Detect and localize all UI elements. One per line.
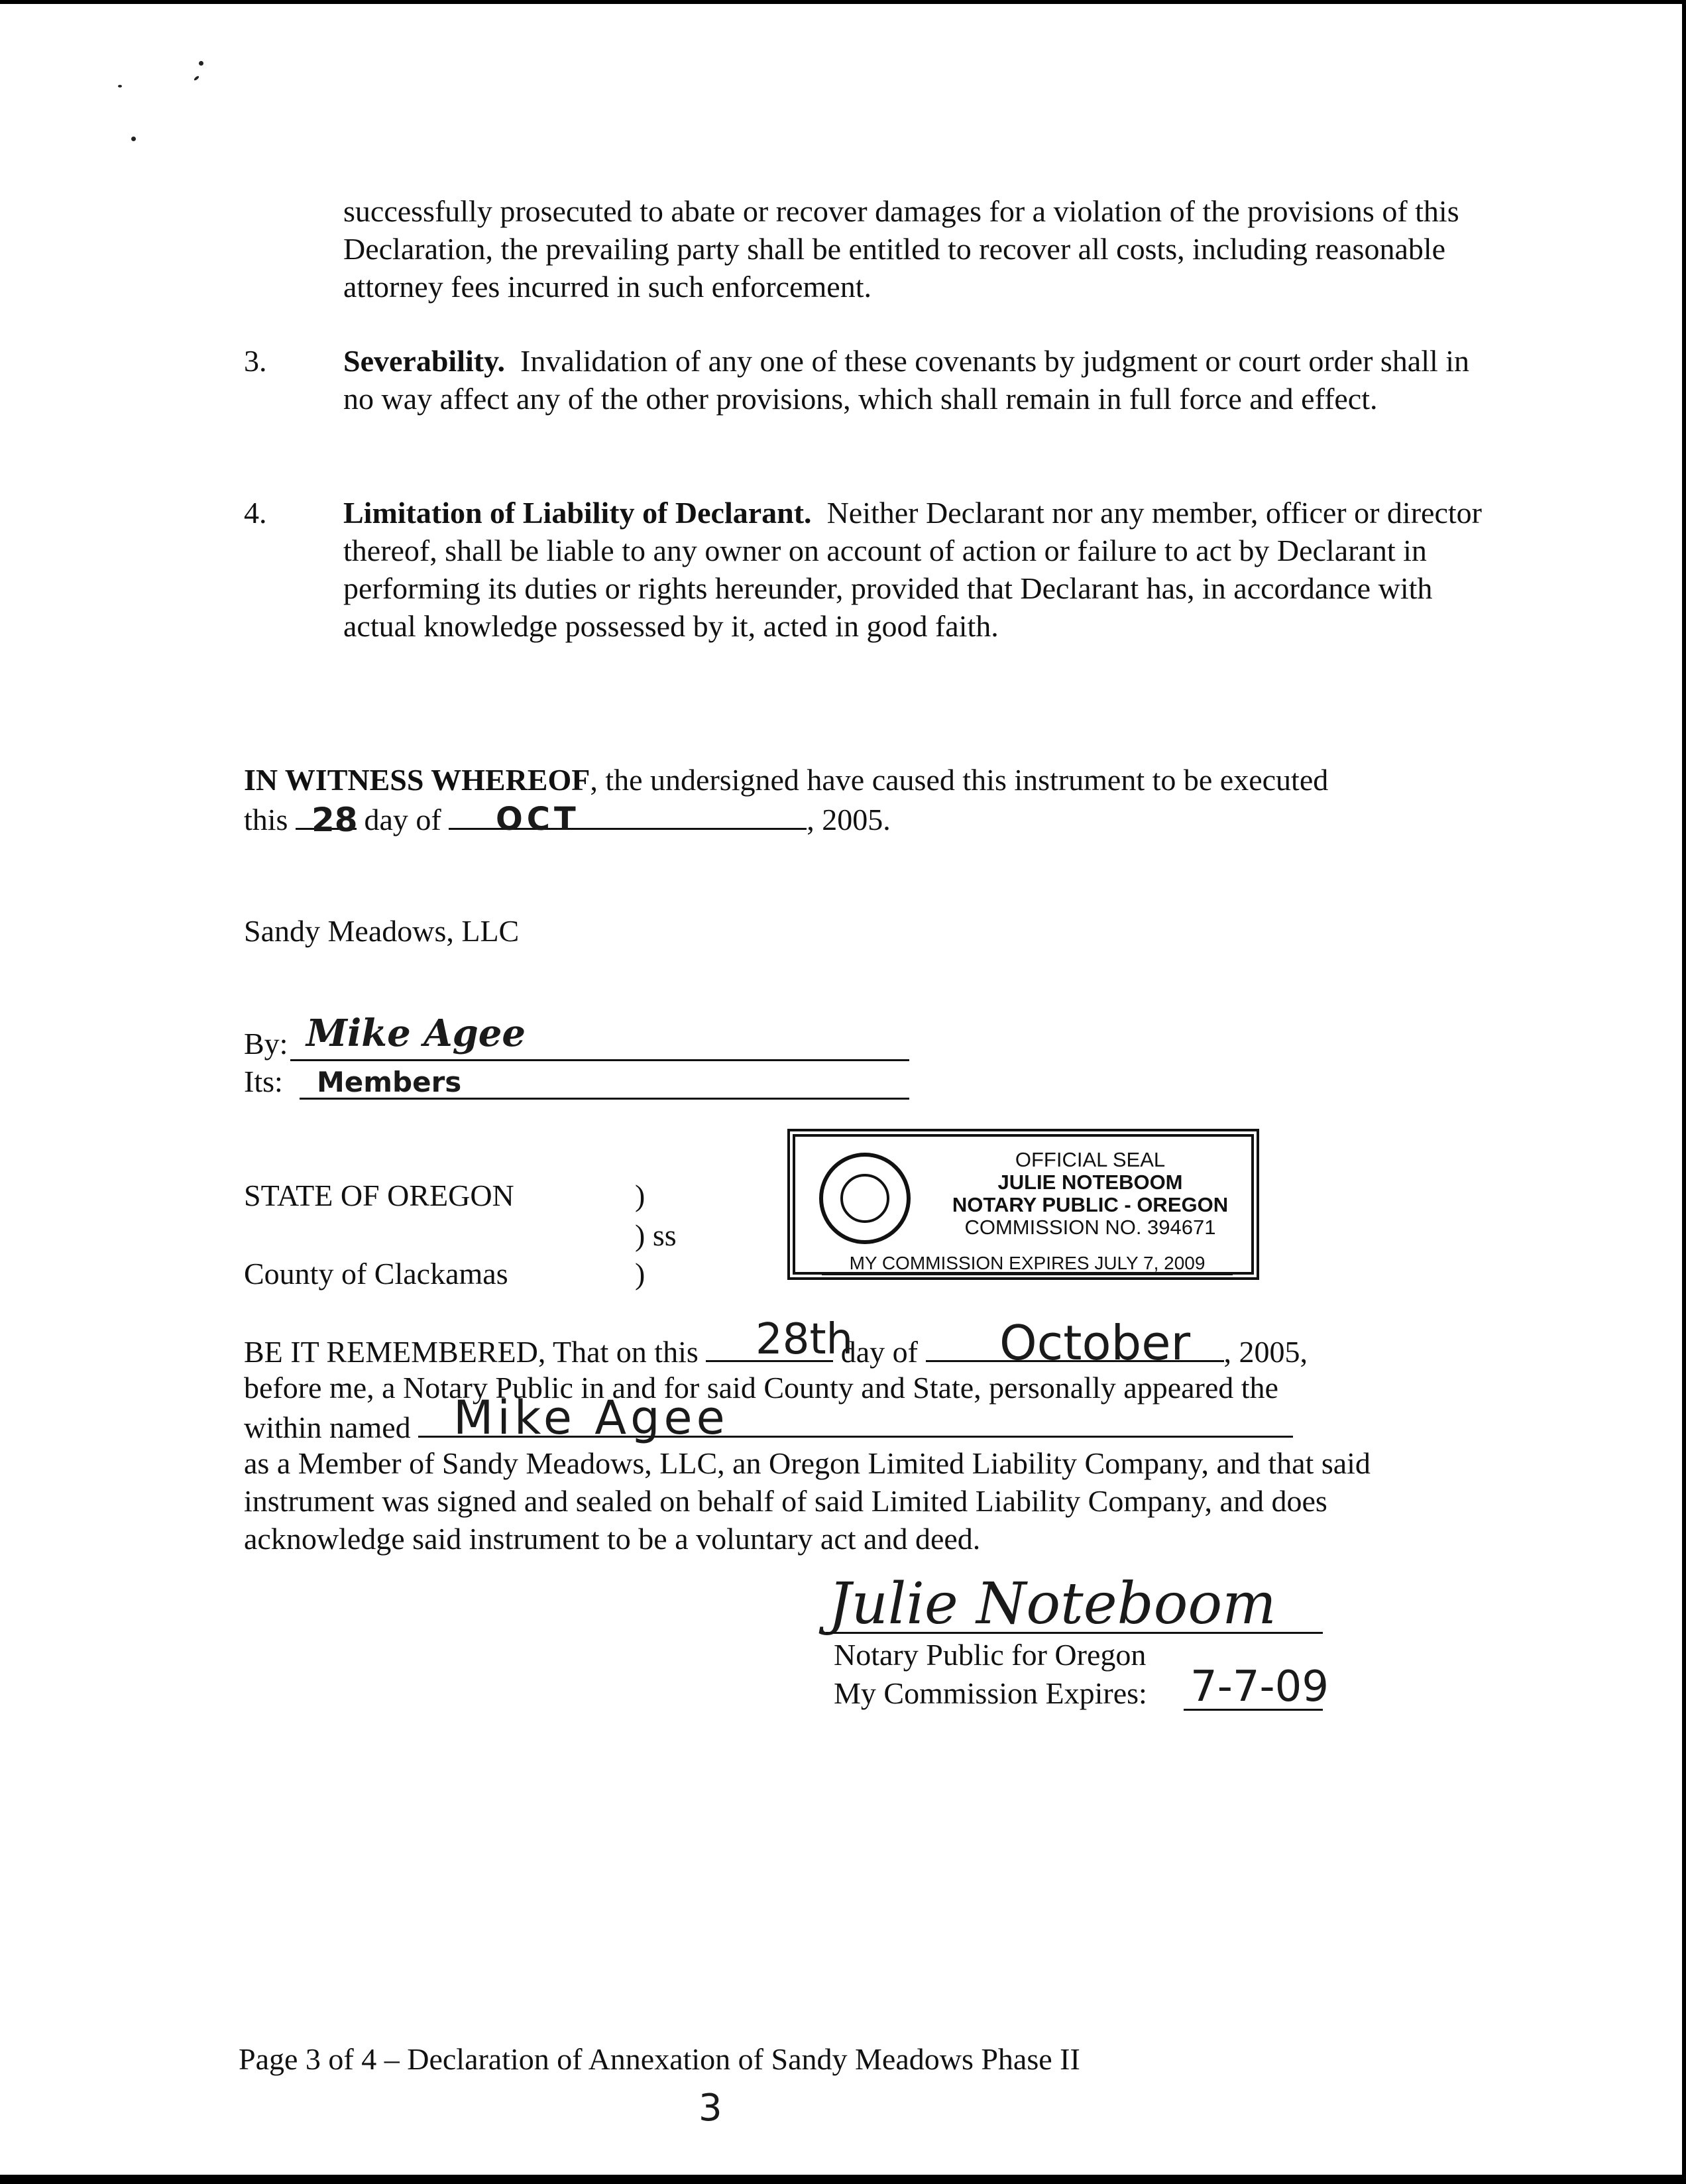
- ack-name-handwritten: Mike Agee: [453, 1391, 729, 1445]
- notary-signature-line: [826, 1632, 1323, 1634]
- witness-line1-rest: , the undersigned have caused this instrument to be executed: [590, 763, 1329, 797]
- seal-line-4: COMMISSION NO. 394671: [964, 1216, 1216, 1239]
- ack-day-of: day of: [840, 1335, 919, 1369]
- scan-speck: [194, 76, 199, 82]
- by-label: By:: [244, 1027, 288, 1061]
- section-3-number: 3.: [244, 344, 267, 378]
- venue-state: STATE OF OREGON: [244, 1178, 514, 1212]
- its-label: Its:: [244, 1064, 283, 1098]
- continued-paragraph: successfully prosecuted to abate or recover damages for a violation of the provisions of this Declaration, the prevailing party shall be entitled to recover all costs, including reasonable attorney fees incurred in such enforcement.: [343, 194, 1459, 304]
- company-name: Sandy Meadows, LLC: [244, 914, 520, 948]
- witness-day-handwritten: 28: [311, 801, 358, 839]
- witness-day-of: day of: [364, 803, 441, 836]
- witness-year: , 2005.: [807, 803, 891, 836]
- notary-signature: Julie Noteboom: [828, 1571, 1276, 1637]
- notary-expires-label: My Commission Expires:: [834, 1676, 1147, 1710]
- ack-rest: as a Member of Sandy Meadows, LLC, an Oregon Limited Liability Company, and that said instrument was signed and sealed on behalf of said Limited Liability Company, and does acknowledge said instrument to be a voluntary act and deed.: [244, 1446, 1371, 1556]
- scan-speck: [118, 85, 122, 87]
- scan-border-bottom: [0, 2175, 1686, 2184]
- venue-ss: ) ss: [635, 1218, 677, 1252]
- section-4-heading: Limitation of Liability of Declarant.: [343, 496, 812, 530]
- venue-paren-3: ): [635, 1257, 646, 1291]
- witness-lead: IN WITNESS WHEREOF: [244, 763, 590, 797]
- page-footer: Page 3 of 4 – Declaration of Annexation of Sandy Meadows Phase II: [239, 2042, 1080, 2076]
- by-signature-line: [290, 1059, 909, 1061]
- ack-day-handwritten: 28th: [756, 1315, 854, 1364]
- oregon-seal-inner-ring: [840, 1174, 889, 1223]
- seal-line-3: NOTARY PUBLIC - OREGON: [952, 1193, 1229, 1216]
- ack-line-2: before me, a Notary Public in and for said County and State, personally appeared the: [244, 1371, 1278, 1405]
- section-3-body: Invalidation of any one of these covenants by judgment or court order shall in no way affect any of the other provisions, which shall remain in full force and effect.: [343, 344, 1470, 416]
- section-3-heading: Severability.: [343, 344, 506, 378]
- section-4: [343, 494, 1483, 645]
- its-value: Members: [317, 1066, 462, 1098]
- section-4-body: Neither Declarant nor any member, officer or director thereof, shall be liable to any owner on account of action or failure to act by Declarant in performing its duties or rights hereunder, provided that Declarant has, in accordance with actual knowledge possessed by it, acted in good faith.: [343, 496, 1482, 643]
- notary-seal-stamp: [787, 1129, 1259, 1280]
- venue-county: County of Clackamas: [244, 1257, 508, 1291]
- scan-speck: [199, 61, 203, 66]
- by-signature: Mike Agee: [306, 1011, 526, 1055]
- section-3: [343, 342, 1483, 418]
- venue-paren-1: ): [635, 1178, 646, 1212]
- ack-month-handwritten: October: [999, 1315, 1191, 1371]
- scan-speck: [131, 137, 136, 141]
- ack-year: , 2005,: [1223, 1335, 1308, 1369]
- section-4-number: 4.: [244, 496, 267, 530]
- ack-lead: BE IT REMEMBERED, That on this: [244, 1335, 699, 1369]
- notary-title: Notary Public for Oregon: [834, 1638, 1147, 1672]
- notary-expires-value: 7-7-09: [1190, 1662, 1329, 1711]
- witness-month-handwritten: OCT: [496, 801, 580, 838]
- seal-line-5: MY COMMISSION EXPIRES JULY 7, 2009: [822, 1253, 1233, 1275]
- scan-border-right: [1682, 0, 1686, 2184]
- witness-line-2: [244, 799, 1039, 838]
- page-mark-handwritten: 3: [699, 2087, 722, 2130]
- ack-line-3: [244, 1407, 1371, 1446]
- oregon-seal-emblem: [819, 1153, 911, 1244]
- seal-line-2: JULIE NOTEBOOM: [997, 1171, 1183, 1194]
- scan-border-top: [0, 0, 1686, 4]
- ack-line-1: [244, 1331, 1503, 1371]
- seal-line-1: OFFICIAL SEAL: [1015, 1148, 1166, 1171]
- witness-this: this: [244, 803, 288, 836]
- ack-within-named: within named: [244, 1410, 411, 1444]
- witness-line-1: [244, 761, 1503, 799]
